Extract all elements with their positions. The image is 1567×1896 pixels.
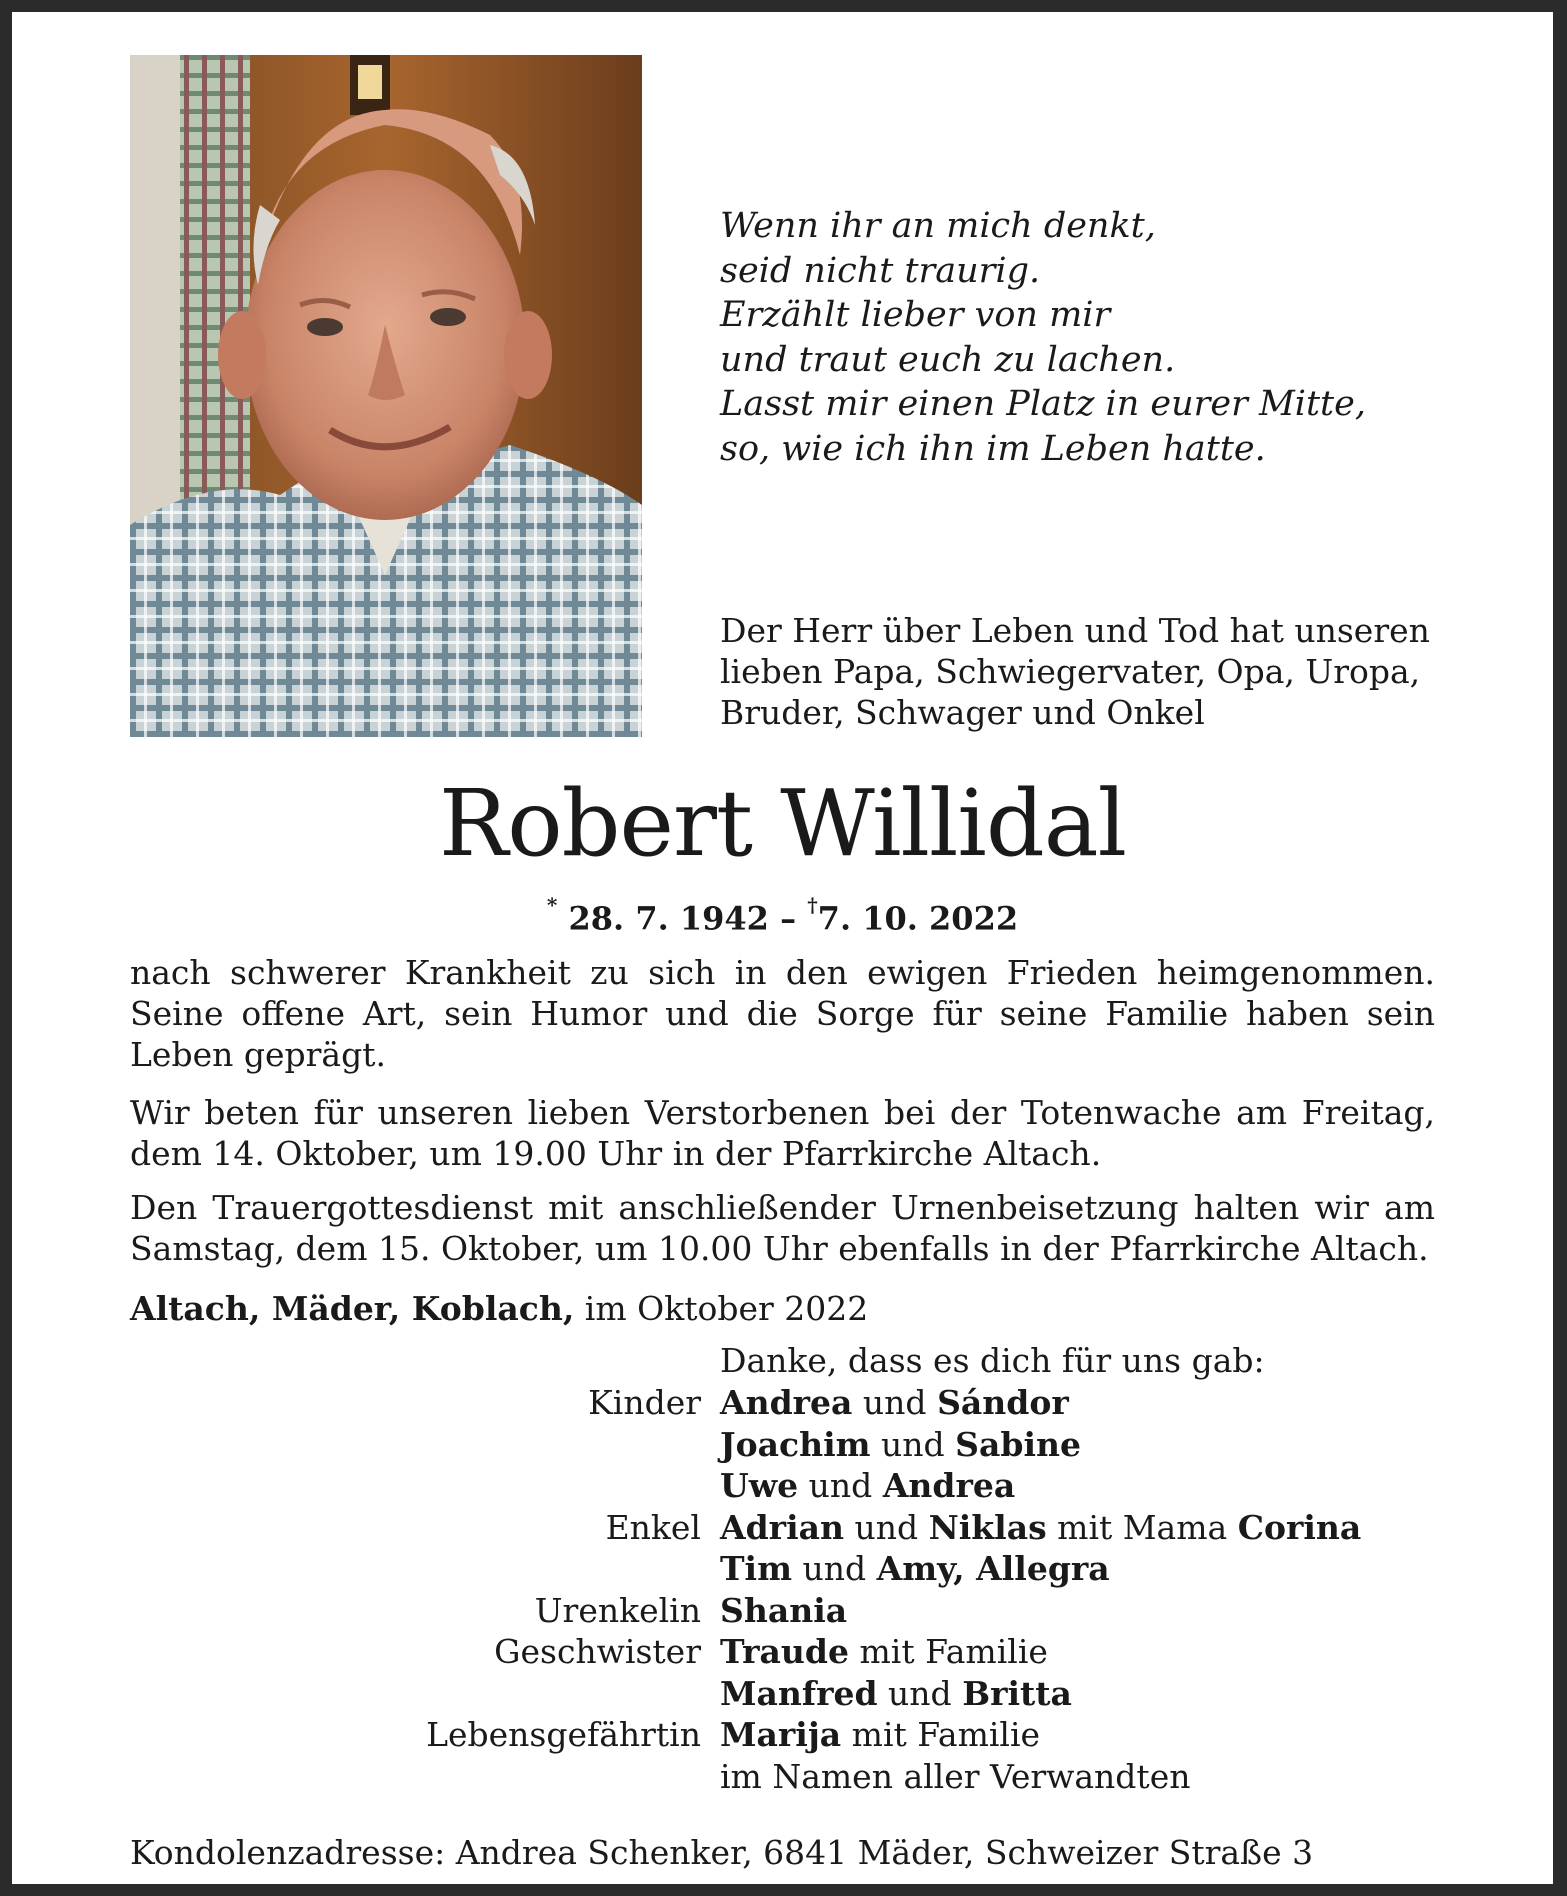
family-connector: und — [798, 1466, 883, 1505]
family-names — [720, 1590, 847, 1632]
death-symbol: † — [807, 893, 818, 917]
family-connector: und — [877, 1673, 963, 1713]
family-row — [12, 1465, 1553, 1507]
family-names — [720, 1382, 1069, 1424]
family-member-name: Marija — [720, 1715, 842, 1754]
paragraph-announcement — [130, 952, 1435, 1075]
family-member-name: Joachim — [720, 1424, 871, 1464]
family-row — [12, 1673, 1553, 1715]
family-member-name: Traude — [720, 1632, 849, 1671]
poem-line: seid nicht traurig. — [720, 250, 1041, 291]
family-relation-label: Enkel — [605, 1507, 701, 1547]
family-names — [720, 1756, 1190, 1798]
life-dates — [12, 891, 1553, 939]
paragraph-text: nach schwerer Krankheit zu sich in den ewigen Frieden heimgenommen. Seine offene Art, sein Humor und die Sorge für seine Familie haben sein Leben geprägt. — [130, 953, 1435, 1074]
family-row — [12, 1714, 1553, 1756]
family-member-name: Corina — [1237, 1507, 1362, 1547]
family-relation-label: Lebensgefährtin — [426, 1715, 701, 1754]
intro-line: Bruder, Schwager und Onkel — [720, 693, 1205, 732]
family-member-name: Britta — [962, 1673, 1072, 1713]
obituary-page — [12, 12, 1553, 1884]
poem-verse — [720, 204, 1366, 471]
intro-text — [720, 610, 1430, 733]
paragraph-wake — [130, 1092, 1435, 1174]
family-names — [720, 1548, 1110, 1590]
family-names — [720, 1507, 1361, 1549]
family-member-name: Andrea — [882, 1466, 1016, 1505]
family-member-name: Niklas — [928, 1507, 1047, 1547]
portrait-photo — [130, 55, 642, 737]
place-and-date — [130, 1288, 868, 1329]
family-member-name: Andrea — [720, 1383, 853, 1422]
family-connector: und — [792, 1549, 877, 1588]
condolence-address: Kondolenzadresse: Andrea Schenker, 6841 Mäder, Schweizer Straße 3 — [130, 1833, 1314, 1872]
family-connector: mit Familie — [849, 1632, 1048, 1671]
poem-line: und traut euch zu lachen. — [720, 339, 1176, 380]
family-relation-label: Kinder — [588, 1383, 701, 1422]
paragraph-text: Den Trauergottesdienst mit anschließender Urnenbeisetzung halten wir am Samstag, dem 15. Oktober, um 10.00 Uhr ebenfalls in der Pfarrkirche Altach. — [130, 1188, 1435, 1268]
family-member-name: Sándor — [937, 1383, 1069, 1422]
family-member-name: Uwe — [720, 1466, 799, 1505]
family-connector: und — [870, 1424, 956, 1464]
birth-date: 28. 7. 1942 — [568, 899, 769, 938]
family-member-name: Sabine — [955, 1424, 1081, 1464]
family-connector: im Namen aller Verwandten — [720, 1756, 1191, 1796]
poem-line: so, wie ich ihn im Leben hatte. — [720, 428, 1266, 469]
family-relation-label: Geschwister — [494, 1632, 701, 1671]
intro-line: lieben Papa, Schwiegervater, Opa, Uropa, — [720, 652, 1421, 691]
birth-symbol: * — [546, 893, 558, 917]
family-row — [12, 1424, 1553, 1466]
deceased-name: Robert Willidal — [439, 770, 1126, 877]
family-row — [12, 1507, 1553, 1549]
family-names — [720, 1465, 1015, 1507]
family-connector: und — [843, 1507, 929, 1547]
poem-line: Wenn ihr an mich denkt, — [720, 206, 1156, 246]
family-names — [720, 1673, 1072, 1715]
family-row — [12, 1590, 1553, 1632]
family-list — [12, 1382, 1553, 1797]
paragraph-funeral — [130, 1187, 1435, 1269]
intro-line: Der Herr über Leben und Tod hat unseren — [720, 611, 1430, 650]
paragraph-text: Wir beten für unseren lieben Verstorbenen bei der Totenwache am Freitag, dem 14. Oktober, um 19.00 Uhr in der Pfarrkirche Altach. — [130, 1093, 1435, 1173]
family-row — [12, 1631, 1553, 1673]
family-row — [12, 1382, 1553, 1424]
family-names — [720, 1631, 1048, 1673]
date-separator: – — [780, 899, 797, 938]
family-names — [720, 1424, 1081, 1466]
family-member-name: Amy, Allegra — [876, 1549, 1110, 1588]
place-names: Altach, Mäder, Koblach, — [130, 1289, 575, 1328]
family-relation-label: Urenkelin — [534, 1590, 701, 1630]
family-row — [12, 1548, 1553, 1590]
family-member-name: Adrian — [720, 1507, 844, 1547]
family-row — [12, 1756, 1553, 1798]
family-connector: und — [852, 1383, 938, 1422]
family-member-name: Manfred — [720, 1673, 878, 1713]
poem-line: Lasst mir einen Platz in eurer Mitte, — [720, 384, 1366, 424]
family-connector: mit Familie — [841, 1715, 1041, 1754]
place-date: im Oktober 2022 — [574, 1289, 869, 1328]
family-names — [720, 1714, 1040, 1756]
family-member-name: Shania — [720, 1590, 848, 1630]
family-connector: mit Mama — [1046, 1507, 1238, 1547]
poem-line: Erzählt lieber von mir — [720, 295, 1111, 335]
death-date: 7. 10. 2022 — [817, 899, 1019, 938]
thanks-line: Danke, dass es dich für uns gab: — [720, 1341, 1265, 1380]
family-member-name: Tim — [720, 1549, 793, 1588]
